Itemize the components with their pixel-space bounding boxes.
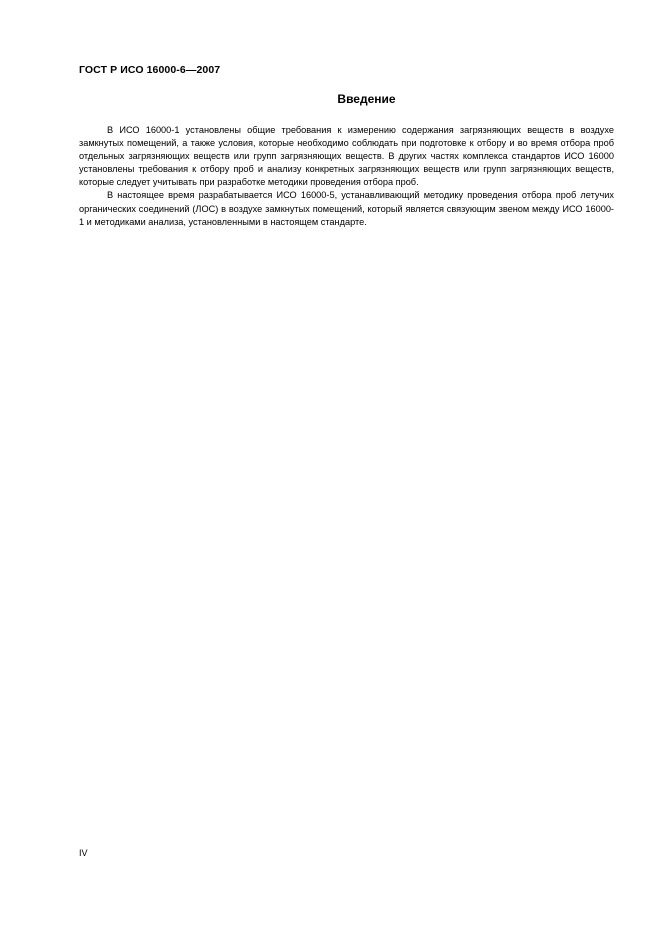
section-body [79, 124, 614, 229]
paragraph-2: В настоящее время разрабатывается ИСО 16000-5, устанавливающий методику проведения отбора проб летучих органических соединений (ЛОС) в воздухе замкнутых помещений, который является связующим звеном между ИСО 16000-1 и методиками анализа, установленными в настоящем стандарте. [79, 190, 614, 227]
document-header-id: ГОСТ Р ИСО 16000-6—2007 [79, 64, 221, 76]
page-number: IV [79, 848, 88, 858]
section-title: Введение [337, 92, 396, 106]
paragraph-1: В ИСО 16000-1 установлены общие требования к измерению содержания загрязняющих веществ в воздухе замкнутых помещений, а также условия, которые необходимо соблюдать при подготовке к отбору и во время отбора проб отдельных загрязняющих веществ или групп загрязняющих веществ. В других частях комплекса стандартов ИСО 16000 установлены требования к отбору проб и анализу конкретных загрязняющих веществ или групп загрязняющих веществ, которые следует учитывать при разработке методики проведения отбора проб. [79, 125, 614, 188]
